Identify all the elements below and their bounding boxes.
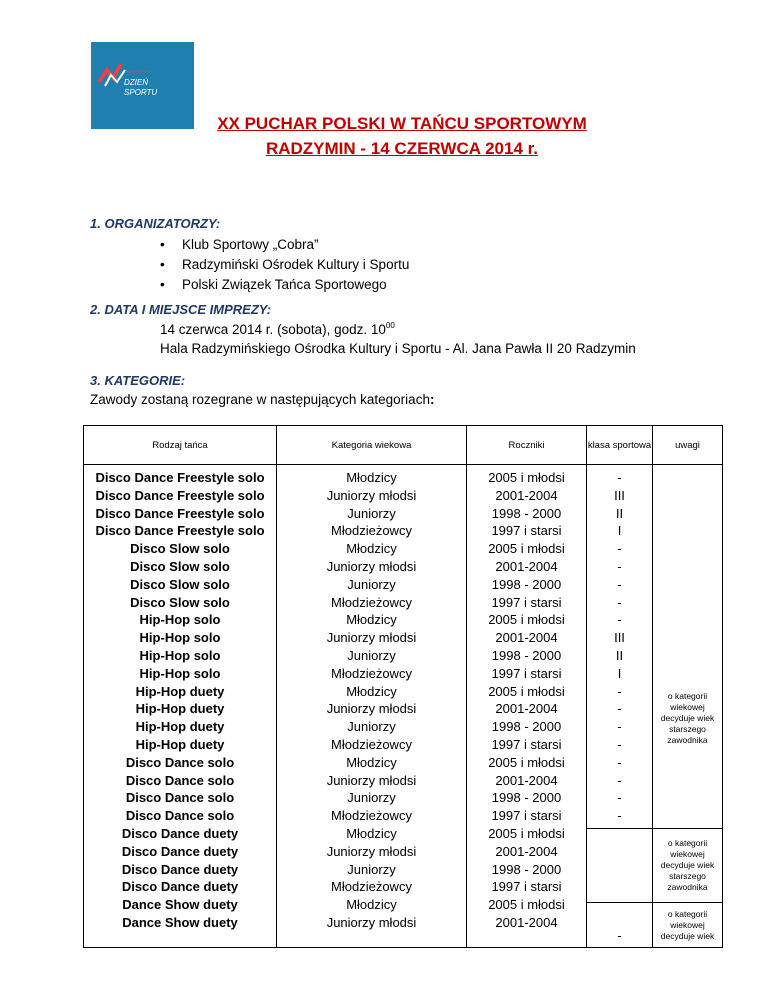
dance-cell: Hip-Hop duety (135, 683, 225, 699)
years-cell: 1998 - 2000 (491, 719, 562, 735)
years-cell: 2001-2004 (495, 843, 558, 859)
logo-top-text: NARODOWY (127, 69, 151, 74)
dance-cell: Disco Dance Freestyle solo (95, 470, 265, 485)
dance-cell: Disco Dance Freestyle solo (95, 523, 265, 539)
age-cell: Młodzicy (346, 470, 397, 485)
age-column (277, 465, 467, 948)
categories-table (83, 425, 723, 948)
years-cell: 2005 i młodsi (488, 470, 565, 485)
years-cell: 2005 i młodsi (488, 541, 565, 557)
dance-cell: Disco Dance solo (125, 754, 235, 770)
dance-cell: Disco Dance solo (125, 790, 235, 806)
header-age: Kategoria wiekowa (277, 426, 467, 465)
years-cell: 2001-2004 (495, 914, 558, 930)
class-column-group1 (587, 465, 653, 829)
age-cell: Juniorzy (347, 505, 396, 521)
years-cell: 2005 i młodsi (488, 825, 565, 841)
list-item: • Klub Sportowy „Cobra” (160, 235, 409, 255)
dance-cell: Disco Dance solo (125, 808, 235, 824)
age-cell: Juniorzy młodsi (326, 914, 417, 930)
table-header-row (84, 426, 723, 465)
note-line: wiekowej (670, 919, 705, 930)
note-line: decyduje wiek (660, 860, 715, 870)
age-cell: Juniorzy młodsi (326, 558, 417, 574)
dance-cell: Disco Dance Freestyle solo (95, 487, 265, 503)
years-cell: 2001-2004 (495, 558, 558, 574)
note-1 (653, 691, 722, 828)
note-line: starszego (669, 724, 706, 734)
age-cell: Młodzieżowcy (331, 808, 412, 824)
note-line: o kategorii (667, 838, 708, 848)
years-cell: 1998 - 2000 (491, 505, 562, 521)
age-cell: Juniorzy (347, 861, 396, 877)
note-line: o kategorii (667, 691, 708, 701)
years-cell: 2001-2004 (495, 701, 558, 717)
table-body-row (84, 465, 723, 829)
age-cell: Juniorzy młodsi (326, 772, 417, 788)
age-cell: Juniorzy (347, 790, 396, 806)
age-cell: Juniorzy (347, 647, 396, 663)
class-cell: - (617, 772, 622, 788)
class-cell: - (617, 541, 622, 557)
class-column-group2 (587, 829, 653, 903)
age-cell: Młodzieżowcy (331, 523, 412, 539)
note-3 (653, 909, 722, 942)
age-cell: Młodzicy (346, 541, 397, 557)
years-cell: 1998 - 2000 (491, 647, 562, 663)
class-cell: II (615, 505, 624, 521)
dance-cell: Hip-Hop duety (135, 736, 225, 752)
years-cell: 2005 i młodsi (488, 612, 565, 628)
dance-cell: Disco Dance duety (121, 843, 239, 859)
dance-cell: Disco Dance solo (125, 772, 235, 788)
class-cell: - (617, 470, 622, 485)
age-cell: Juniorzy młodsi (326, 843, 417, 859)
header-dance: Rodzaj tańca (84, 426, 277, 465)
class-cell: III (614, 487, 625, 503)
header-class: klasa sportowa (587, 426, 653, 465)
class-cell: - (617, 683, 622, 699)
logo-line2: SPORTU (124, 88, 158, 97)
class-cell: - (617, 701, 622, 717)
years-cell: 2005 i młodsi (488, 897, 565, 913)
class-cell: - (617, 612, 622, 628)
class-cell: - (617, 754, 622, 770)
note-line: starszego (669, 871, 706, 881)
categories-intro (90, 392, 434, 407)
class-cell: - (617, 790, 622, 806)
dance-cell: Hip-Hop solo (139, 665, 221, 681)
dance-column (84, 465, 277, 948)
age-cell: Młodzieżowcy (331, 879, 412, 895)
notes-cell-3 (653, 903, 723, 948)
list-item: • Radzymiński Ośrodek Kultury i Sportu (160, 255, 409, 275)
age-cell: Młodzicy (346, 612, 397, 628)
organizers-list (160, 235, 409, 295)
years-cell: 1997 i starsi (491, 808, 562, 824)
notes-cell-2 (653, 829, 723, 903)
categories-intro-text: Zawody zostaną rozegrane w następujących kategoriach (90, 392, 430, 407)
note-line: o kategorii (667, 908, 708, 919)
years-cell: 1997 i starsi (491, 736, 562, 752)
age-cell: Młodzicy (346, 897, 397, 913)
note-2 (653, 838, 722, 893)
class-cell: - (617, 736, 622, 752)
dance-cell: Disco Dance duety (121, 825, 239, 841)
age-cell: Młodzieżowcy (331, 736, 412, 752)
class-cell: I (617, 523, 622, 539)
note-line: wiekowej (670, 849, 705, 859)
event-place: Hala Radzymińskiego Ośrodka Kultury i Sportu - Al. Jana Pawła II 20 Radzymin (160, 341, 636, 356)
class-cell: - (617, 719, 622, 735)
dance-cell: Disco Slow solo (130, 594, 230, 610)
notes-cell-1 (653, 465, 723, 829)
age-cell: Juniorzy młodsi (326, 701, 417, 717)
age-cell: Młodzieżowcy (331, 665, 412, 681)
class-cell: - (617, 928, 622, 944)
dance-cell: Hip-Hop solo (139, 630, 221, 646)
dance-cell: Hip-Hop duety (135, 719, 225, 735)
class-cell: I (617, 665, 622, 681)
list-item: • Polski Związek Tańca Sportowego (160, 275, 409, 295)
years-cell: 2005 i młodsi (488, 754, 565, 770)
note-line: zawodnika (667, 882, 708, 892)
note-line: decyduje wiek (660, 713, 715, 723)
page-subtitle: RADZYMIN - 14 CZERWCA 2014 r. (265, 139, 539, 158)
age-cell: Młodzieżowcy (331, 594, 412, 610)
dance-cell: Dance Show duety (122, 897, 238, 913)
class-cell: - (617, 594, 622, 610)
class-cell: II (615, 647, 624, 663)
dance-cell: Disco Dance duety (121, 879, 239, 895)
age-cell: Juniorzy (347, 719, 396, 735)
logo-line1: DZIEŃ (124, 78, 148, 87)
section2-heading: 2. DATA I MIEJSCE IMPREZY: (90, 302, 272, 317)
header-years: Roczniki (467, 426, 587, 465)
age-cell: Juniorzy młodsi (326, 630, 417, 646)
dance-cell: Disco Slow solo (130, 541, 230, 557)
dance-cell: Disco Slow solo (130, 576, 230, 592)
dance-cell: Disco Dance duety (121, 861, 239, 877)
page-title: XX PUCHAR POLSKI W TAŃCU SPORTOWYM (217, 114, 587, 133)
years-cell: 1997 i starsi (491, 879, 562, 895)
section1-heading: 1. ORGANIZATORZY: (90, 216, 221, 231)
age-cell: Młodzicy (346, 683, 397, 699)
categories-intro-colon: : (429, 392, 435, 407)
note-line: zawodnika (667, 735, 708, 745)
years-cell: 1998 - 2000 (491, 576, 562, 592)
event-date (160, 321, 395, 337)
class-cell: - (617, 808, 622, 824)
years-cell: 1997 i starsi (491, 665, 562, 681)
years-cell: 1998 - 2000 (491, 790, 562, 806)
age-cell: Młodzicy (346, 754, 397, 770)
event-date-text: 14 czerwca 2014 r. (sobota), godz. 10 (160, 322, 386, 337)
class-cell: - (617, 558, 622, 574)
class-cell: III (614, 630, 625, 646)
dance-cell: Dance Show duety (122, 914, 238, 930)
dance-cell: Disco Dance Freestyle solo (95, 505, 265, 521)
years-cell: 1997 i starsi (491, 523, 562, 539)
years-cell: 1998 - 2000 (491, 861, 562, 877)
years-cell: 2001-2004 (495, 772, 558, 788)
note-line: wiekowej (670, 702, 705, 712)
years-cell: 2005 i młodsi (488, 683, 565, 699)
years-cell: 2001-2004 (495, 630, 558, 646)
age-cell: Juniorzy (347, 576, 396, 592)
note-line: decyduje wiek (660, 930, 715, 941)
dance-cell: Hip-Hop solo (139, 612, 221, 628)
class-column-group3 (587, 903, 653, 948)
section3-heading: 3. KATEGORIE: (90, 373, 186, 388)
dance-cell: Hip-Hop solo (139, 647, 221, 663)
years-cell: 1997 i starsi (491, 594, 562, 610)
age-cell: Juniorzy młodsi (326, 487, 417, 503)
header-notes: uwagi (653, 426, 723, 465)
dance-cell: Disco Slow solo (130, 558, 230, 574)
dance-cell: Hip-Hop duety (135, 701, 225, 717)
event-time-sup: 00 (385, 321, 395, 330)
class-cell: - (617, 576, 622, 592)
age-cell: Młodzicy (346, 825, 397, 841)
years-column (467, 465, 587, 948)
years-cell: 2001-2004 (495, 487, 558, 503)
